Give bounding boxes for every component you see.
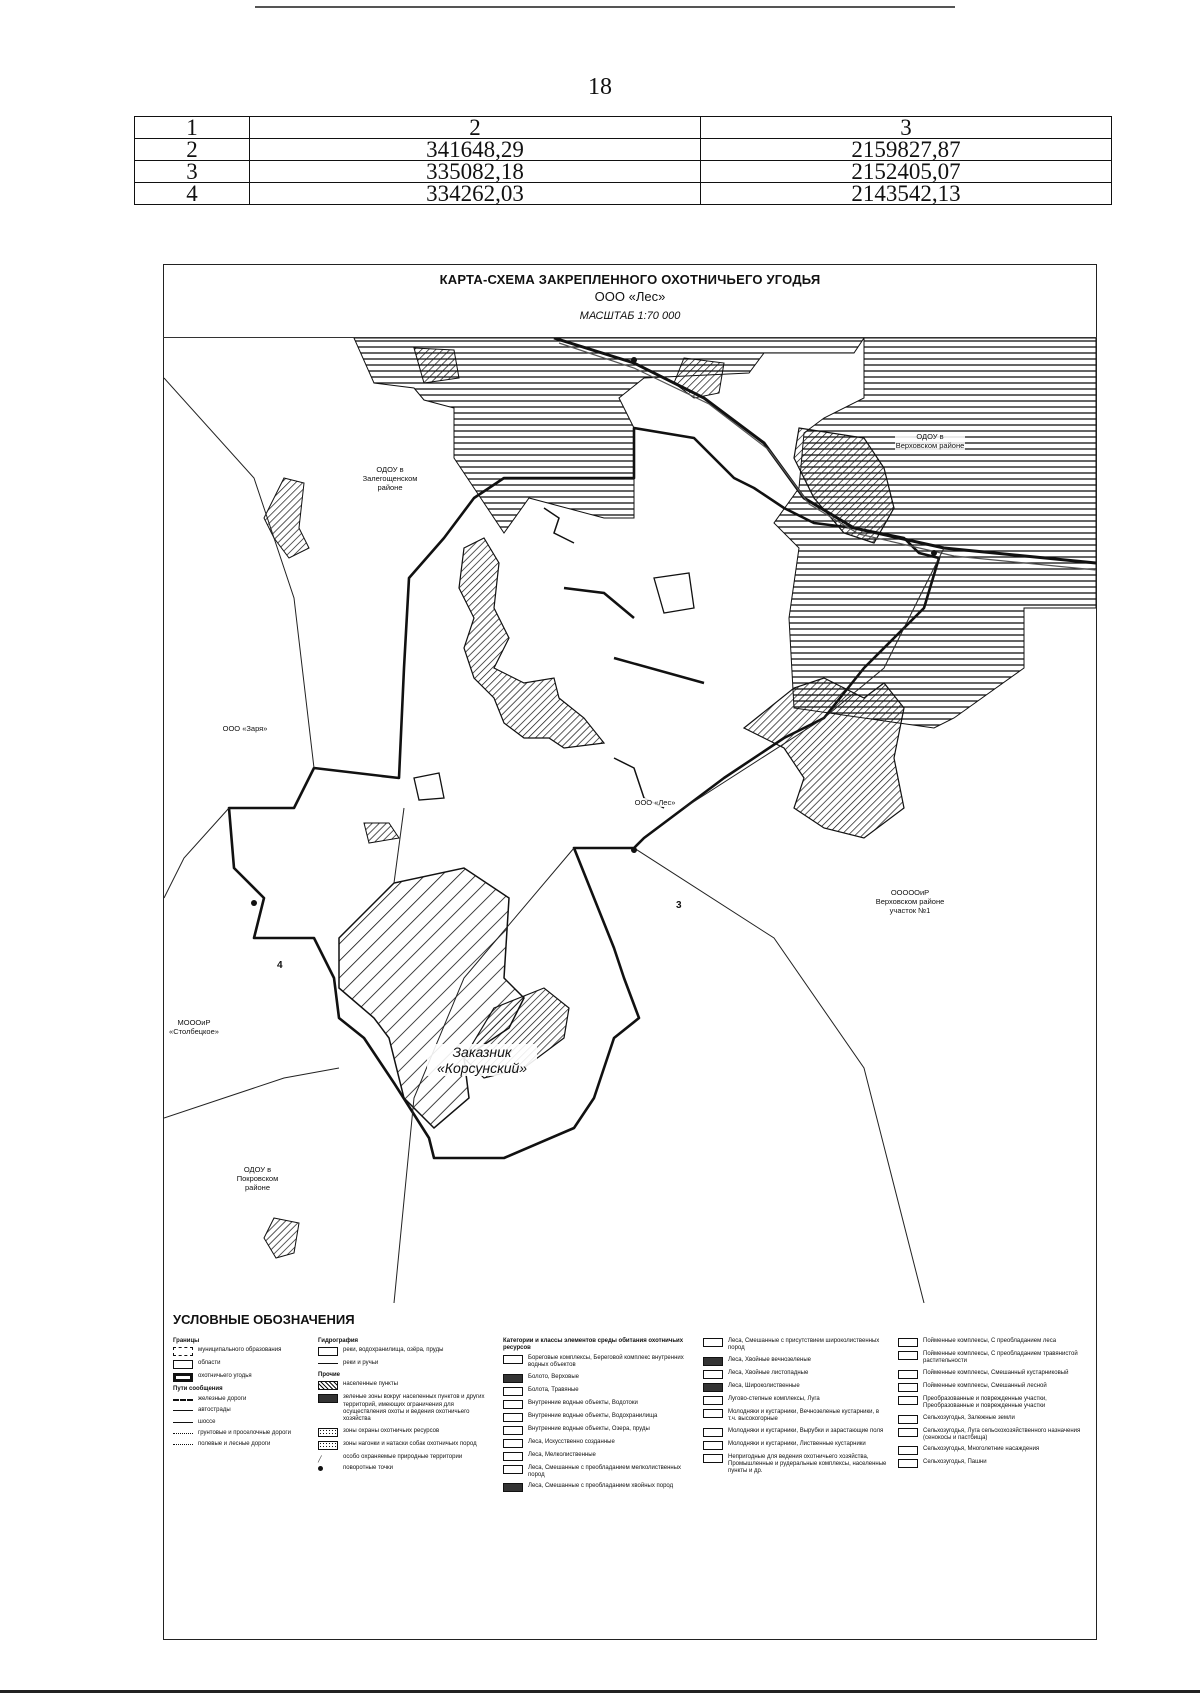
legend-title: УСЛОВНЫЕ ОБОЗНАЧЕНИЯ <box>173 1312 355 1327</box>
swatch <box>703 1396 723 1405</box>
settlement-north <box>674 358 724 398</box>
legend-item <box>898 1370 1088 1379</box>
road-dirt-2 <box>614 658 704 683</box>
swatch <box>318 1441 338 1450</box>
line-swatch <box>173 1410 193 1411</box>
line-swatch <box>318 1363 338 1364</box>
legend-text: Пойменные комплексы, С преобладанием леса <box>923 1338 1057 1344</box>
legend-text: Болота, Травяные <box>528 1386 579 1393</box>
swatch <box>503 1355 523 1364</box>
legend-item <box>173 1407 313 1414</box>
legend-text: Сельхозугодья, Луга сельскохозяйственного назначения (сенокосы и пастбища) <box>923 1427 1081 1442</box>
map-scale: МАСШТАБ 1:70 000 <box>579 310 681 322</box>
swatch <box>703 1338 723 1347</box>
legend-item <box>318 1381 498 1390</box>
turning-point-2 <box>931 550 937 556</box>
legend-text: Леса, Смешанные с преобладанием хвойных пород <box>528 1483 674 1490</box>
legend-item <box>503 1355 693 1370</box>
legend-item <box>898 1338 1088 1347</box>
table-cell: 2 <box>135 139 250 161</box>
swatch <box>318 1428 338 1437</box>
swatch <box>503 1452 523 1461</box>
legend-item <box>173 1347 313 1356</box>
legend-heading: Прочие <box>318 1371 341 1378</box>
swatch <box>703 1357 723 1366</box>
legend-item <box>173 1419 313 1426</box>
swatch <box>503 1387 523 1396</box>
turning-point-4 <box>251 900 257 906</box>
legend-items <box>703 1338 888 1476</box>
point-label-3: 3 <box>676 900 682 911</box>
legend-text: зоны нагонки и натаски собак охотничьих пород <box>343 1440 477 1447</box>
legend-item <box>703 1441 888 1450</box>
swatch <box>703 1370 723 1379</box>
legend-item <box>703 1396 888 1405</box>
swatch <box>703 1454 723 1463</box>
swatch <box>898 1396 918 1405</box>
legend-text: муниципального образования <box>198 1347 282 1354</box>
pond-1 <box>414 773 444 800</box>
legend-item <box>898 1446 1088 1455</box>
swatch <box>318 1394 338 1403</box>
swatch <box>703 1383 723 1392</box>
label-verkh-uchastok: ОООООиР Верховском районе участок №1 <box>870 888 950 915</box>
swatch <box>318 1381 338 1390</box>
legend-text: полевые и лесные дороги <box>198 1441 271 1448</box>
legend-text: Леса, Смешанные с присутствием широколиственных пород <box>728 1338 880 1352</box>
swatch <box>898 1338 918 1347</box>
legend-items <box>503 1355 693 1493</box>
legend-text: Внутренние водные объекты, Водотоки <box>528 1399 638 1406</box>
legend-item <box>503 1387 693 1396</box>
turning-point-3 <box>631 847 637 853</box>
legend-text: шоссе <box>198 1418 216 1425</box>
legend-item <box>318 1394 498 1424</box>
legend-item <box>318 1428 498 1437</box>
forest-central <box>459 538 604 748</box>
label-les: ООО «Лес» <box>630 798 680 807</box>
legend-item <box>503 1374 693 1383</box>
legend-text: Леса, Мелколиственные <box>528 1451 596 1458</box>
swatch <box>898 1459 918 1468</box>
label-odou-zalegoshch: ОДОУ в Залегощенском районе <box>355 465 425 492</box>
legend-item <box>173 1396 313 1403</box>
legend-text: Пойменные комплексы, С преобладанием травянистой растительности <box>923 1351 1078 1365</box>
swatch <box>503 1465 523 1474</box>
legend-col-forests <box>703 1338 888 1480</box>
legend-col-boundaries <box>173 1338 313 1453</box>
top-rule <box>255 6 955 8</box>
legend-item <box>318 1441 498 1450</box>
legend-item <box>703 1383 888 1392</box>
legend-item <box>173 1430 313 1437</box>
road-line-mid <box>394 808 404 883</box>
legend-text: особо охраняемые природные территории <box>343 1453 463 1460</box>
stream-1 <box>544 508 574 543</box>
table-cell: 334262,03 <box>250 183 701 205</box>
table-cell: 341648,29 <box>250 139 701 161</box>
legend-text: Пойменные комплексы, Смешанный кустарниковый <box>923 1369 1069 1376</box>
swatch <box>898 1446 918 1455</box>
table-cell: 2152405,07 <box>701 161 1112 183</box>
legend-text: реки и ручьи <box>343 1360 379 1367</box>
table-row <box>135 139 1112 161</box>
road-dirt-1 <box>564 588 634 618</box>
turning-point-1 <box>631 357 637 363</box>
legend-item <box>898 1459 1088 1468</box>
legend-item <box>898 1428 1088 1443</box>
legend-item <box>173 1360 313 1369</box>
table-cell: 335082,18 <box>250 161 701 183</box>
swatch <box>503 1483 523 1492</box>
legend-item <box>503 1465 693 1480</box>
legend-text: Сельхозугодья, Пашни <box>923 1459 987 1466</box>
swatch <box>898 1415 918 1424</box>
swatch <box>173 1360 193 1369</box>
legend-text: Бореговые комплексы, Береговой комплекс внутренних водных объектов <box>528 1354 684 1369</box>
legend-text: Непригодные для ведения охотничьего хозяйства, Промышленные и рудеральные комплексы, населенные пункты и др. <box>728 1453 887 1475</box>
swatch <box>703 1409 723 1418</box>
legend-text: Болото, Верховые <box>528 1373 579 1380</box>
legend-text: охотничьего угодья <box>198 1373 252 1380</box>
legend-text: железные дороги <box>198 1395 247 1402</box>
label-stolbetskoe: МОООиР «Столбецкое» <box>165 1018 223 1036</box>
legend-text: Сельхозугодья, Многолетние насаждения <box>923 1446 1040 1453</box>
table-row <box>135 161 1112 183</box>
page-number: 18 <box>588 74 612 100</box>
swatch <box>898 1383 918 1392</box>
legend-item <box>898 1383 1088 1392</box>
legend-text: Внутренние водные объекты, Водохранилища <box>528 1412 658 1419</box>
coordinates-table <box>134 116 1112 205</box>
map-owner: ООО «Лес» <box>594 289 666 304</box>
swatch <box>503 1426 523 1435</box>
legend-item <box>503 1452 693 1461</box>
legend-item <box>503 1483 693 1492</box>
legend-heading: Гидрография <box>318 1338 359 1344</box>
label-zarya: ООО «Заря» <box>210 724 280 733</box>
swatch <box>318 1347 338 1356</box>
swatch <box>898 1351 918 1360</box>
settlement-southwest <box>264 1218 299 1258</box>
legend-item <box>503 1439 693 1448</box>
legend-text: Молодняки и кустарники, Вырубки и зарастающие поля <box>728 1427 884 1434</box>
legend-items <box>898 1338 1088 1468</box>
legend-item <box>703 1370 888 1379</box>
protected-area-zakaznik <box>339 868 524 1128</box>
legend-text: Леса, Хвойные листопадные <box>728 1369 809 1376</box>
legend-item <box>703 1338 888 1353</box>
legend-item <box>703 1428 888 1437</box>
legend-text: реки, водохранилища, озёра, пруды <box>343 1347 444 1354</box>
swatch <box>503 1413 523 1422</box>
settlement-small-1 <box>364 823 399 843</box>
table-cell: 1 <box>135 117 250 139</box>
legend-text: автострады <box>198 1407 231 1414</box>
legend-item <box>898 1351 1088 1366</box>
forest-east <box>744 678 904 838</box>
table-cell: 2159827,87 <box>701 139 1112 161</box>
legend-text: зоны охраны охотничьих ресурсов <box>343 1427 440 1434</box>
point-swatch <box>318 1466 323 1471</box>
table-row <box>135 183 1112 205</box>
legend-item <box>318 1347 498 1356</box>
line-swatch <box>173 1399 193 1401</box>
legend-heading: Пути сообщения <box>173 1386 223 1393</box>
point-label-4: 4 <box>277 960 283 971</box>
legend-item <box>503 1413 693 1422</box>
legend-col-categories <box>503 1338 693 1496</box>
swatch <box>703 1428 723 1437</box>
legend-item <box>703 1454 888 1476</box>
road-line-southeast <box>634 848 924 1303</box>
map-title-block <box>163 272 1097 322</box>
legend-heading: Границы <box>173 1338 200 1344</box>
table-cell: 2 <box>250 117 701 139</box>
line-swatch <box>173 1433 193 1434</box>
bottom-rule <box>0 1690 1200 1693</box>
table-row <box>135 117 1112 139</box>
road-line-southwest <box>164 808 229 898</box>
legend-text: Лугово-степные комплексы, Луга <box>728 1395 820 1402</box>
legend-text: Леса, Широколиственные <box>728 1382 800 1389</box>
legend-item <box>318 1360 498 1367</box>
table-cell: 3 <box>701 117 1112 139</box>
legend-text: Леса, Искусственно созданные <box>528 1438 615 1445</box>
legend-text: Леса, Смешанные с преобладанием мелколиственных пород <box>528 1464 682 1479</box>
swatch <box>898 1370 918 1379</box>
legend-col-floodplain <box>898 1338 1088 1472</box>
settlement-west <box>264 478 309 558</box>
legend-text: Молодняки и кустарники, Лиственные кустарники <box>728 1440 866 1447</box>
legend-item <box>503 1400 693 1409</box>
legend-text: Внутренние водные объекты, Озера, пруды <box>528 1425 650 1432</box>
swatch <box>898 1428 918 1437</box>
legend-item <box>318 1465 498 1472</box>
table-cell: 3 <box>135 161 250 183</box>
legend-heading: Категории и классы элементов среды обитания охотничьих ресурсов <box>503 1338 684 1352</box>
legend-item <box>173 1373 313 1382</box>
legend-col-hydro <box>318 1338 498 1477</box>
line-swatch <box>173 1444 193 1445</box>
legend-text: грунтовые и проселочные дороги <box>198 1430 291 1437</box>
neighbor-hatch-northeast <box>774 338 1096 728</box>
swatch <box>173 1373 193 1382</box>
legend-text: Пойменные комплексы, Смешанный лесной <box>923 1382 1047 1389</box>
swatch <box>503 1439 523 1448</box>
legend-item: ╱ особо охраняемые природные территории <box>318 1453 463 1463</box>
table-cell: 2143542,13 <box>701 183 1112 205</box>
legend-item <box>898 1415 1088 1424</box>
legend-text: Леса, Хвойные вечнозеленые <box>728 1356 811 1363</box>
legend-item <box>503 1426 693 1435</box>
legend-text: населенные пункты <box>343 1381 398 1388</box>
pond-2 <box>654 573 694 613</box>
label-odou-pokrovsk: ОДОУ в Покровском районе <box>230 1165 285 1192</box>
legend-text: области <box>198 1360 221 1367</box>
legend-text: зеленые зоны вокруг населенных пунктов и других территорий, имеющих ограничения для осуществления охоты и ведения охотничьего хозяйства <box>343 1394 485 1423</box>
swatch <box>703 1441 723 1450</box>
road-line-west <box>164 378 314 768</box>
legend-text: поворотные точки <box>343 1465 393 1472</box>
legend-text: Сельхозугодья, Залежные земли <box>923 1414 1015 1421</box>
swatch <box>503 1374 523 1383</box>
legend-text: Молодняки и кустарники, Вечнозеленые кустарники, в т.ч. высокогорные <box>728 1408 880 1423</box>
map-title: КАРТА-СХЕМА ЗАКРЕПЛЕННОГО ОХОТНИЧЬЕГО УГОДЬЯ <box>439 272 821 287</box>
swatch <box>173 1347 193 1356</box>
legend-text: Преобразованные и поврежденные участки, Преобразованные и поврежденные участки <box>923 1395 1047 1410</box>
label-zakaznik: Заказник «Корсунский» <box>427 1044 537 1076</box>
legend-item <box>703 1357 888 1366</box>
road-line-south <box>164 1068 339 1118</box>
legend-item <box>703 1409 888 1424</box>
legend <box>163 1304 1097 1640</box>
label-odou-verkhovsk: ОДОУ в Верховском районе <box>895 432 965 450</box>
legend-item <box>898 1396 1088 1411</box>
swatch <box>503 1400 523 1409</box>
line-swatch <box>173 1422 193 1423</box>
table-cell: 4 <box>135 183 250 205</box>
map-canvas <box>164 338 1096 1303</box>
legend-item <box>173 1441 313 1448</box>
